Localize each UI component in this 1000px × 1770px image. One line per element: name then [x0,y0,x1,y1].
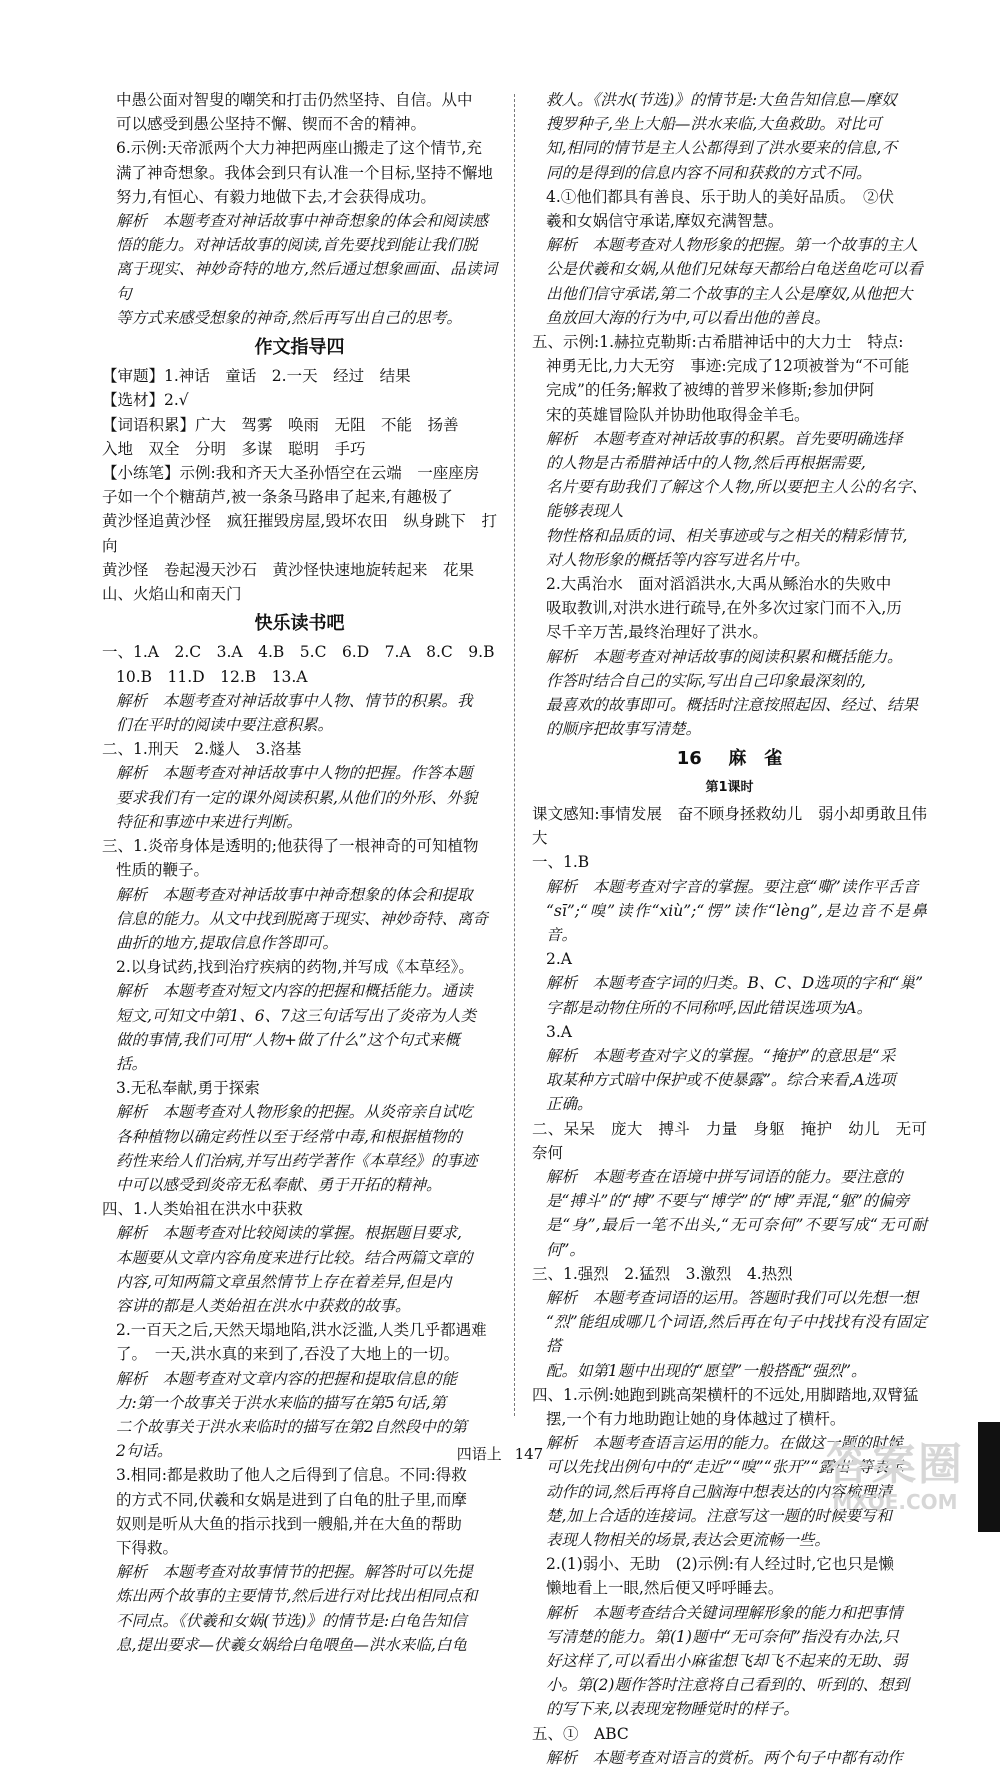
text-line: 炼出两个故事的主要情节,然后进行对比找出相同点和 [116,1587,478,1606]
text-line: 出他们信守承诺,第二个故事的主人公是摩奴,从他把大 [546,284,913,303]
text-line: 解析 本题考查对人物形象的把握。第一个故事的主人 [546,236,919,255]
text-line: 解析 本题考查对故事情节的把握。解答时可以先提 [116,1563,473,1582]
right-lines [532,88,927,741]
text-line: 五、示例:1.赫拉克勒斯:古希腊神话中的大力士 特点: [532,333,904,352]
text-line: 解析 本题考查结合关键词理解形象的能力和把事情 [546,1603,903,1622]
text-line: “sī”;“嗅”读作“xiù”;“愣”读作“lèng”,是边音不是鼻音。 [546,901,927,944]
watermark-big-text: 答案圈 [826,1439,964,1490]
text-line: 【小练笔】示例:我和齐天大圣孙悟空在云端 一座座房 [102,464,480,483]
text-line: 三、1.炎帝身体是透明的;他获得了一根神奇的可知植物 [102,837,479,856]
text-line: 名片要有助我们了解这个人物,所以要把主人公的名字、能够表现人 [546,478,927,521]
text-line: 解析 本题考查字词的归类。B、C、D选项的字和“巢” [546,974,924,993]
text-line: 楚,加上合适的连接词。注意写这一题的时候要写和 [546,1506,892,1525]
left-column [102,88,497,1657]
text-line: 二、1.刑天 2.燧人 3.洛基 [102,740,302,759]
text-line: 解析 本题考查在语境中拼写词语的能力。要注意的 [546,1167,903,1186]
text-line: 的人物是古希腊神话中的人物,然后再根据需要, [546,454,866,473]
text-line: 字都是动物住所的不同称呼,因此错误选项为A。 [546,998,873,1017]
text-line: 【选材】2.√ [102,391,189,410]
text-line: 2.A [546,950,572,969]
text-line: 做的事情,我们可用“人物+做了什么”这个句式来概 [116,1030,460,1049]
text-line: 吸取教训,对洪水进行疏导,在外多次过家门而不入,历 [546,599,902,618]
text-line: 的写下来,以表现宠物睡觉时的样子。 [546,1700,799,1719]
text-line: 特征和事迹中来进行判断。 [116,812,303,831]
text-line: 二个故事关于洪水来临时的描写在第2自然段中的第 [116,1417,467,1436]
text-line: 中愚公面对智叟的嘲笑和打击仍然坚持、自信。从中 [116,91,473,109]
text-line: 是“搏斗”的“搏”不要与“博学”的“博”弄混,“躯”的偏旁 [546,1192,910,1211]
text-line: 的方式不同,伏羲和女娲是进到了白龟的肚子里,而摩 [116,1490,467,1509]
text-line: 神勇无比,力大无穷 事迹:完成了12项被誉为“不可能 [546,357,910,376]
reading-answers-lines [102,640,497,1657]
text-line: 同的是得到的信息内容不同和获救的方式不同。 [546,163,872,182]
left-lines [102,88,497,330]
text-line: 【审题】1.神话 童话 2.一天 经过 结果 [102,367,411,386]
text-line: 括。 [116,1054,148,1073]
text-line: 黄沙怪 卷起漫天沙石 黄沙怪快速地旋转起来 花果 [102,560,475,579]
text-line: 内容,可知两篇文章虽然情节上存在着差异,但是内 [116,1272,452,1291]
text-line: 解析 本题考查对比较阅读的掌握。根据题目要求, [116,1224,462,1243]
text-line: 离于现实、神妙奇特的地方,然后通过想象画面、品读词句 [116,260,497,303]
page-number: 147 [514,1445,544,1463]
text-line: 短文,可知文中第1、6、7这三句话写出了炎帝为人类 [116,1006,477,1025]
text-line: 解析 本题考查对字义的掌握。“掩护”的意思是“采 [546,1046,896,1065]
text-line: 容讲的都是人类始祖在洪水中获救的故事。 [116,1296,411,1315]
text-line: 二、呆呆 庞大 搏斗 力量 身躯 掩护 幼儿 无可奈何 [532,1119,927,1162]
text-line: 2.一百天之后,天然天塌地陷,洪水泛滥,人类几乎都遇难 [116,1321,487,1340]
text-line: 完成”的任务;解救了被缚的普罗米修斯;参加伊阿 [546,381,875,400]
text-line: 好这样了,可以看出小麻雀想飞却飞不起来的无助、弱 [546,1652,908,1670]
text-line: 搜罗种子,坐上大船—洪水来临,大鱼救助。对比可 [546,115,882,134]
text-line: 羲和女娲信守承诺,摩奴充满智慧。 [546,212,784,231]
text-line: 不同点。《伏羲和女娲(节选)》的情节是:白龟告知信 [116,1611,467,1630]
text-line: 懒地看上一眼,然后便又呼呼睡去。 [546,1579,784,1598]
text-line: 最喜欢的故事即可。概括时注意按照起因、经过、结果 [546,696,919,715]
text-line: 性质的鞭子。 [116,861,210,880]
text-line: 解析 本题考查对神话故事中人物的把握。作答本题 [116,764,473,783]
text-line: 一、1.B [532,853,590,872]
text-line: 四、1.人类始祖在洪水中获救 [102,1200,303,1219]
text-line: 2.大禹治水 面对滔滔洪水,大禹从鲧治水的失败中 [546,575,892,594]
composition-guide-lines [102,364,497,606]
text-line: 解析 本题考查对人物形象的把握。从炎帝亲自试吃 [116,1103,473,1122]
text-line: 配。如第1题中出现的“愿望”一般搭配“强烈”。 [546,1361,867,1380]
text-line: 解析 本题考查对语言的赏析。两个句子中都有动作 [546,1748,903,1767]
text-line: 公是伏羲和女娲,从他们兄妹每天都给白龟送鱼吃可以看 [546,260,923,279]
text-line: 子如一个个糖葫芦,被一条条马路串了起来,有趣极了 [102,488,453,507]
watermark-small-text: MXQE.COM [832,1490,958,1514]
text-line: 课文感知:事情发展 奋不顾身拯救幼儿 弱小却勇敢且伟大 [532,804,927,848]
text-line: 悟的能力。对神话故事的阅读,首先要找到能让我们脱 [116,236,478,255]
text-line: 解析 本题考查语言运用的能力。在做这一题的时候 [546,1434,903,1453]
text-line: 满了神奇想象。我体会到只有认准一个目标,坚持不懈地 [116,163,493,182]
text-line: 10.B 11.D 12.B 13.A [116,667,308,686]
text-line: 可以感受到愚公坚持不懈、锲而不舍的精神。 [116,115,427,134]
text-line: 6.示例:天帝派两个大力神把两座山搬走了这个情节,充 [116,139,482,158]
text-line: 解析 本题考查对神话故事中神奇想象的体会和阅读感 [116,212,489,231]
text-line: 小。第(2)题作答时注意将自己看到的、听到的、想到 [546,1676,909,1695]
text-line: 入地 双全 分明 多谋 聪明 手巧 [102,439,366,458]
text-line: 动作的词,然后再将自己脑海中想表达的内容梳理清 [546,1482,892,1501]
text-line: 了。 一天,洪水真的来到了,吞没了大地上的一切。 [116,1345,460,1364]
text-line: 黄沙怪追黄沙怪 疯狂摧毁房屋,毁坏农田 纵身跳下 打向 [102,512,497,555]
text-line: 表现人物相关的场景,表达会更流畅一些。 [546,1530,830,1549]
text-line: 3.A [546,1022,572,1041]
footer-label: 四语上 [456,1445,502,1463]
text-line: 4.①他们都具有善良、乐于助人的美好品质。 ②伏 [546,187,895,206]
text-line: 摆,一个有力地助跑让她的身体越过了横杆。 [546,1409,846,1428]
edge-tab [978,1422,1000,1532]
text-line: 3.相同:都是救助了他人之后得到了信息。不同:得救 [116,1466,467,1485]
text-line: 解析 本题考查词语的运用。答题时我们可以先想一想 [546,1288,919,1307]
text-line: 信息的能力。从文中找到脱离于现实、神妙奇特、离奇 [116,909,489,928]
text-line: 下得救。 [116,1538,179,1557]
text-line: 可以先找出例句中的“走近”“嗅”“张开”“露出”等表示 [546,1458,904,1477]
text-line: 等方式来感受想象的神奇,然后再写出自己的思考。 [116,308,462,327]
text-line: 【词语积累】广大 驾雾 唤雨 无阻 不能 扬善 [102,415,459,434]
text-line: 们在平时的阅读中要注意积累。 [116,716,334,735]
text-line: 曲折的地方,提取信息作答即可。 [116,933,338,952]
text-line: 是“身”,最后一笔不出头,“无可奈何”不要写成“无可耐何”。 [546,1216,927,1259]
text-line: 四、1.示例:她跑到跳高架横杆的不远处,用脚踏地,双臂猛 [532,1385,919,1404]
text-line: 解析 本题考查对字音的掌握。要注意“嘶”读作平舌音 [546,877,919,896]
text-line: 一、1.A 2.C 3.A 4.B 5.C 6.D 7.A 8.C 9.B [102,643,495,662]
text-line: 写清楚的能力。第(1)题中“无可奈何”指没有办法,只 [546,1627,899,1646]
text-line: 取某种方式暗中保护或不使暴露”。综合来看,A选项 [546,1071,896,1090]
text-line: 2.以身试药,找到治疗疾病的药物,并写成《本草经》。 [116,958,474,977]
text-line: 的顺序把故事写清楚。 [546,720,702,739]
text-line: 宋的英雄冒险队并协助他取得金羊毛。 [546,405,810,424]
text-line: 救人。《洪水(节选)》的情节是:大鱼告知信息—摩奴 [546,91,897,109]
section-title-reading: 快乐读书吧 [254,613,345,635]
text-line: 解析 本题考查对神话故事中人物、情节的积累。我 [116,691,473,710]
lesson-subtitle: 第1课时 [705,779,754,795]
text-line: 中可以感受到炎帝无私奉献、勇于开拓的精神。 [116,1175,442,1194]
text-line: “烈”能组成哪几个词语,然后再在句子中找找有没有固定搭 [546,1313,927,1356]
text-line: 2句话。 [116,1442,173,1461]
text-line: 解析 本题考查对神话故事中神奇想象的体会和提取 [116,885,473,904]
text-line: 作答时结合自己的实际,写出自己印象最深刻的, [546,671,866,690]
section-title-composition: 作文指导四 [254,337,345,359]
lesson-name: 麻 雀 [728,748,783,770]
text-line: 对人物形象的概括等内容写进名片中。 [546,550,810,569]
text-line: 各种植物以确定药性以至于经常中毒,和根据植物的 [116,1127,462,1146]
text-line: 解析 本题考查对文章内容的把握和提取信息的能 [116,1369,458,1388]
text-line: 鱼放回大海的行为中,可以看出他的善良。 [546,308,830,327]
text-line: 2.(1)弱小、无助 (2)示例:有人经过时,它也只是懒 [546,1555,894,1574]
text-line: 本题要从文章内容角度来进行比较。结合两篇文章的 [116,1248,473,1267]
text-line: 解析 本题考查对神话故事的积累。首先要明确选择 [546,429,903,448]
lesson-number: 16 [676,748,702,770]
text-line: 正确。 [546,1095,593,1114]
lesson-answer-lines [532,802,927,1770]
text-line: 三、1.强烈 2.猛烈 3.激烈 4.热烈 [532,1264,793,1283]
watermark-logo [820,1440,970,1526]
lesson-title [532,747,927,771]
text-line: 要求我们有一定的课外阅读积累,从他们的外形、外貌 [116,788,478,807]
text-line: 山、火焰山和南天门 [102,585,242,604]
text-line: 解析 本题考查对神话故事的阅读积累和概括能力。 [546,647,903,666]
text-line: 力:第一个故事关于洪水来临的描写在第5句话,第 [116,1393,447,1412]
text-line: 知,相同的情节是主人公都得到了洪水要来的信息,不 [546,139,897,158]
column-divider [514,94,515,1416]
text-line: 药性来给人们治病,并写出药学著作《本草经》的事迹 [116,1151,478,1170]
text-line: 尽千辛万苦,最终治理好了洪水。 [546,623,768,642]
text-line: 五、① ABC [532,1724,629,1743]
text-line: 3.无私奉献,勇于探索 [116,1079,260,1098]
text-line: 努力,有恒心、有毅力地做下去,才会获得成功。 [116,187,436,206]
text-line: 奴则是听从大鱼的指示找到一艘船,并在大鱼的帮助 [116,1514,462,1533]
text-line: 解析 本题考查对短文内容的把握和概括能力。通读 [116,982,473,1001]
text-line: 息,提出要求—伏羲女娲给白龟喂鱼—洪水来临,白龟 [116,1635,467,1654]
text-line: 物性格和品质的词、相关事迹或与之相关的精彩情节, [546,526,908,545]
